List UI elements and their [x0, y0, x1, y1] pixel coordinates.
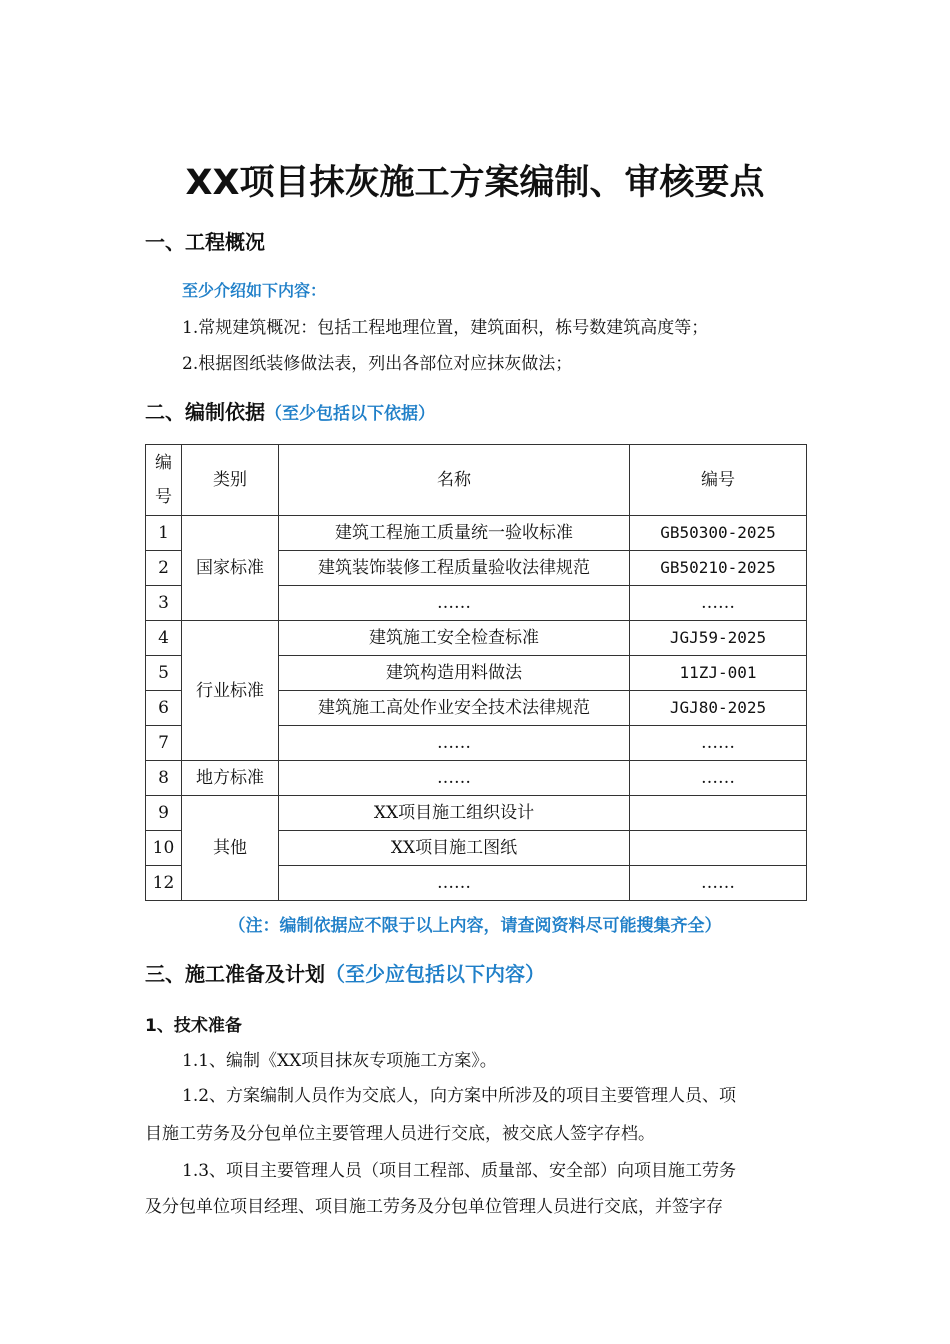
row-name: ……: [279, 726, 630, 761]
row-code: GB50300-2025: [630, 516, 807, 551]
row-no: 10: [146, 831, 182, 866]
section-3-hint: （至少应包括以下内容）: [325, 962, 545, 986]
row-name: ……: [279, 866, 630, 901]
row-no: 6: [146, 691, 182, 726]
row-no: 2: [146, 551, 182, 586]
group-other: 其他: [182, 796, 279, 901]
group-local: 地方标准: [182, 761, 279, 796]
table-header-row: [146, 445, 807, 516]
row-no: 4: [146, 621, 182, 656]
table-row: [146, 516, 807, 551]
row-code: GB50210-2025: [630, 551, 807, 586]
paragraph-1-3-line-1: 1.3、项目主要管理人员（项目工程部、质量部、安全部）向项目施工劳务: [182, 1161, 737, 1181]
row-name: 建筑装饰装修工程质量验收法律规范: [279, 551, 630, 586]
row-name: 建筑构造用料做法: [279, 656, 630, 691]
row-no: 12: [146, 866, 182, 901]
section-3-heading-line: [145, 958, 545, 987]
subsection-technical-heading: 1、技术准备: [145, 1016, 242, 1036]
row-code: [630, 831, 807, 866]
section-3-heading: 三、施工准备及计划: [145, 962, 325, 986]
row-name: XX项目施工图纸: [279, 831, 630, 866]
group-national: 国家标准: [182, 516, 279, 621]
row-no: 5: [146, 656, 182, 691]
table-row: [146, 761, 807, 796]
row-code: JGJ59-2025: [630, 621, 807, 656]
header-no: 编号: [146, 445, 182, 516]
paragraph-1-2-line-2: 目施工劳务及分包单位主要管理人员进行交底，被交底人签字存档。: [145, 1124, 655, 1144]
section-1-hint: 至少介绍如下内容：: [182, 281, 327, 300]
section-1-item-2: 2.根据图纸装修做法表，列出各部位对应抹灰做法；: [182, 354, 573, 374]
row-no: 8: [146, 761, 182, 796]
row-name: 建筑工程施工质量统一验收标准: [279, 516, 630, 551]
row-code: ……: [630, 866, 807, 901]
row-code: 11ZJ-001: [630, 656, 807, 691]
paragraph-1-3-line-2: 及分包单位项目经理、项目施工劳务及分包单位管理人员进行交底，并签字存: [145, 1197, 723, 1217]
section-2-hint: （至少包括以下依据）: [265, 404, 435, 424]
row-name: ……: [279, 586, 630, 621]
group-industry: 行业标准: [182, 621, 279, 761]
section-2-heading-line: [145, 396, 435, 425]
row-code: ……: [630, 586, 807, 621]
row-name: ……: [279, 761, 630, 796]
row-no: 7: [146, 726, 182, 761]
document-title: XX项目抹灰施工方案编制、审核要点: [185, 163, 765, 203]
row-no: 1: [146, 516, 182, 551]
row-code: JGJ80-2025: [630, 691, 807, 726]
row-name: 建筑施工安全检查标准: [279, 621, 630, 656]
row-code: [630, 796, 807, 831]
header-category: 类别: [182, 445, 279, 516]
row-code: ……: [630, 726, 807, 761]
paragraph-1-2-line-1: 1.2、方案编制人员作为交底人，向方案中所涉及的项目主要管理人员、项: [182, 1086, 737, 1106]
row-no: 3: [146, 586, 182, 621]
table-row: [146, 796, 807, 831]
paragraph-1-1: 1.1、编制《XX项目抹灰专项施工方案》。: [182, 1051, 497, 1071]
row-code: ……: [630, 761, 807, 796]
row-name: XX项目施工组织设计: [279, 796, 630, 831]
table-note: （注：编制依据应不限于以上内容，请查阅资料尽可能搜集齐全）: [228, 916, 722, 936]
row-name: 建筑施工高处作业安全技术法律规范: [279, 691, 630, 726]
basis-table: [145, 444, 807, 901]
row-no: 9: [146, 796, 182, 831]
section-2-heading: 二、编制依据: [145, 400, 265, 424]
header-name: 名称: [279, 445, 630, 516]
section-1-heading: 一、工程概况: [145, 230, 265, 254]
header-code: 编号: [630, 445, 807, 516]
section-1-item-1: 1.常规建筑概况：包括工程地理位置，建筑面积，栋号数建筑高度等；: [182, 318, 709, 338]
table-row: [146, 621, 807, 656]
